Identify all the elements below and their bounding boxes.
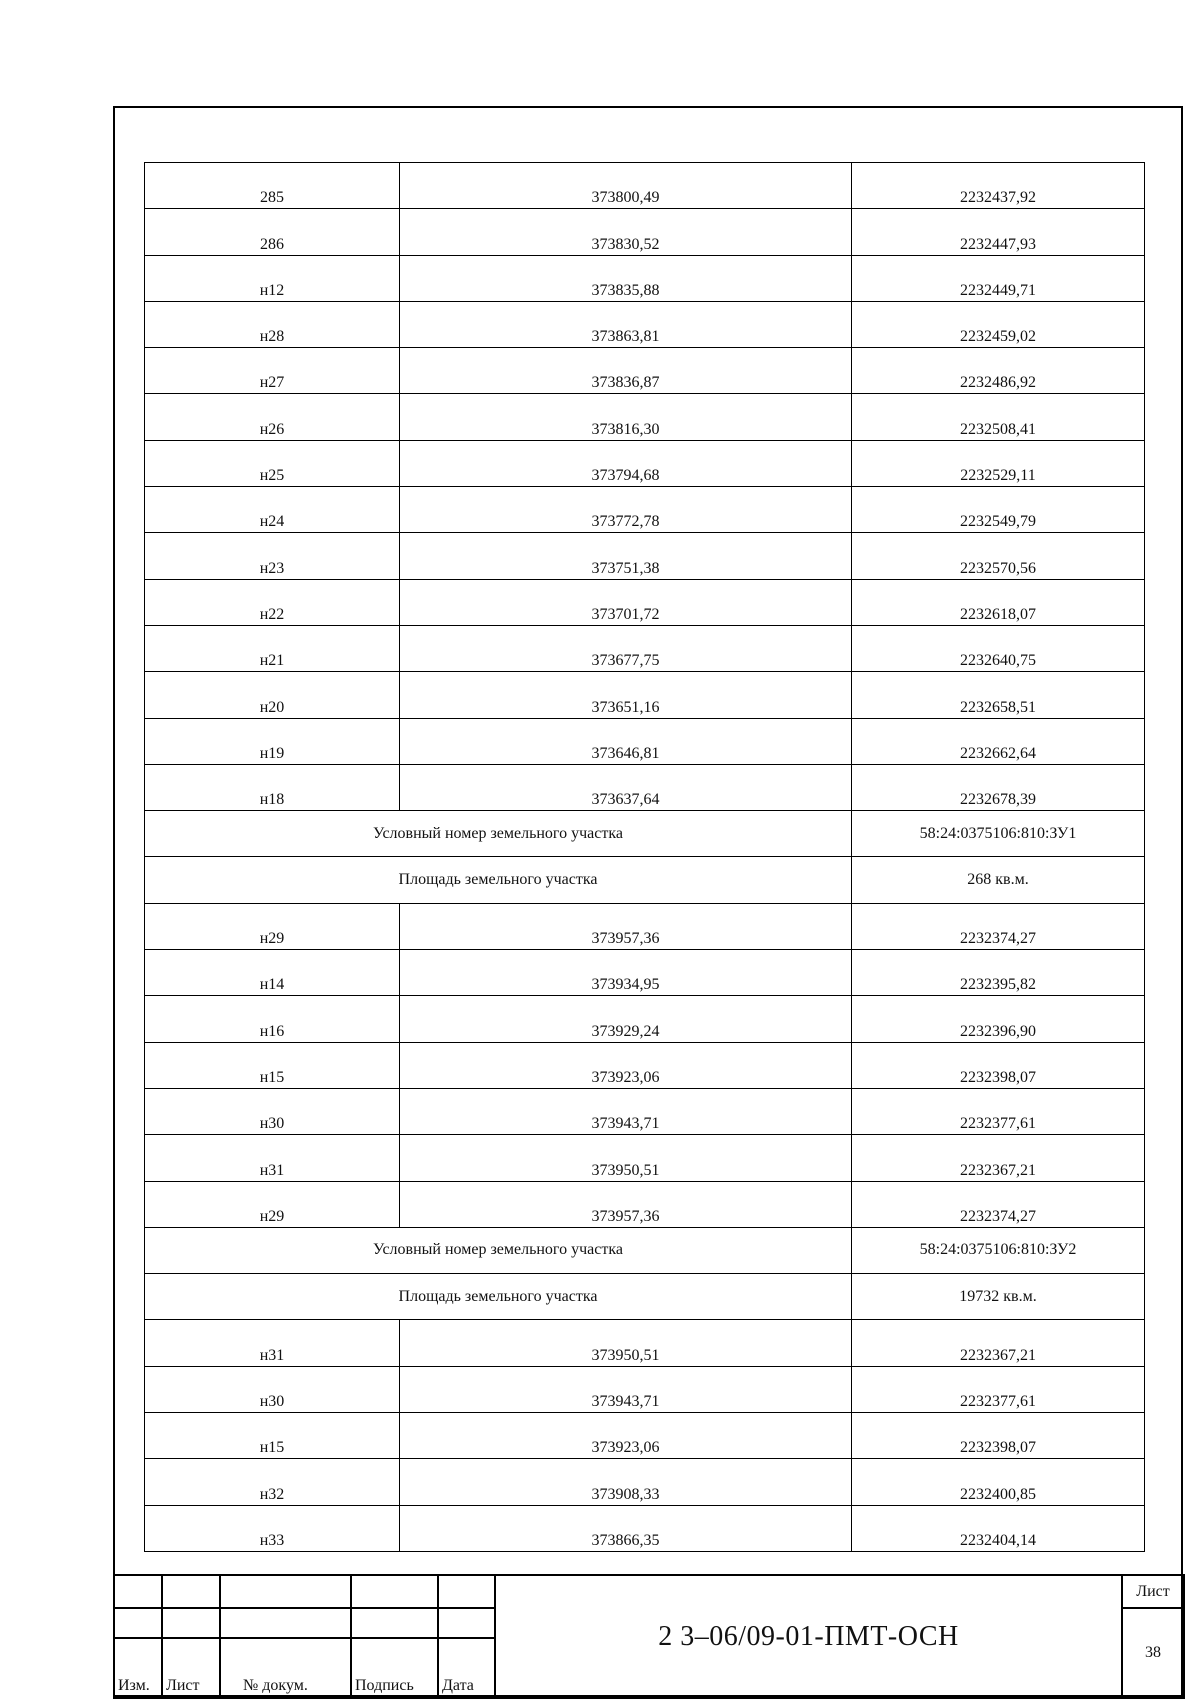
table-row [145,301,1145,347]
parcel-info-label: Площадь земельного участка [145,1274,852,1320]
table-row [145,209,1145,255]
y-coordinate-cell: 2232459,02 [852,301,1145,347]
x-coordinate-cell: 373835,88 [400,255,852,301]
y-coordinate-cell: 2232658,51 [852,672,1145,718]
point-name-cell: н31 [145,1135,400,1181]
stamp-label-sheet: Лист [162,1638,220,1698]
point-name-cell: н31 [145,1320,400,1366]
parcel-info-value: 19732 кв.м. [852,1274,1145,1320]
table-row [145,672,1145,718]
point-name-cell: н26 [145,394,400,440]
y-coordinate-cell: 2232678,39 [852,764,1145,810]
stamp-cell [114,1608,162,1638]
point-name-cell: н21 [145,625,400,671]
x-coordinate-cell: 373816,30 [400,394,852,440]
point-name-cell: н30 [145,1088,400,1134]
point-name-cell: н19 [145,718,400,764]
x-coordinate-cell: 373923,06 [400,1042,852,1088]
title-block [113,1574,1185,1699]
y-coordinate-cell: 2232398,07 [852,1413,1145,1459]
y-coordinate-cell: 2232367,21 [852,1135,1145,1181]
stamp-cell [351,1608,438,1638]
x-coordinate-cell: 373637,64 [400,764,852,810]
y-coordinate-cell: 2232404,14 [852,1505,1145,1551]
y-coordinate-cell: 2232437,92 [852,163,1145,209]
table-row [145,1088,1145,1134]
x-coordinate-cell: 373830,52 [400,209,852,255]
point-name-cell: н20 [145,672,400,718]
stamp-cell [438,1575,495,1608]
stamp-cell [162,1575,220,1608]
point-name-cell: 285 [145,163,400,209]
x-coordinate-cell: 373957,36 [400,1181,852,1227]
y-coordinate-cell: 2232570,56 [852,533,1145,579]
table-row [145,764,1145,810]
point-name-cell: н16 [145,996,400,1042]
x-coordinate-cell: 373751,38 [400,533,852,579]
point-name-cell: н22 [145,579,400,625]
x-coordinate-cell: 373836,87 [400,348,852,394]
y-coordinate-cell: 2232374,27 [852,1181,1145,1227]
table-row [145,1413,1145,1459]
stamp-label-document-number: № докум. [220,1638,351,1698]
stamp-cell [162,1608,220,1638]
point-name-cell: н18 [145,764,400,810]
point-name-cell: н32 [145,1459,400,1505]
point-name-cell: н29 [145,1181,400,1227]
point-name-cell: н25 [145,440,400,486]
x-coordinate-cell: 373772,78 [400,487,852,533]
point-name-cell: н12 [145,255,400,301]
x-coordinate-cell: 373943,71 [400,1088,852,1134]
sheet-number: 38 [1122,1608,1184,1698]
point-name-cell: н15 [145,1413,400,1459]
stamp-cell [351,1575,438,1608]
table-row [145,440,1145,486]
x-coordinate-cell: 373908,33 [400,1459,852,1505]
y-coordinate-cell: 2232395,82 [852,950,1145,996]
y-coordinate-cell: 2232529,11 [852,440,1145,486]
x-coordinate-cell: 373646,81 [400,718,852,764]
parcel-info-row [145,1227,1145,1273]
parcel-info-label: Площадь земельного участка [145,857,852,903]
x-coordinate-cell: 373800,49 [400,163,852,209]
point-name-cell: н15 [145,1042,400,1088]
x-coordinate-cell: 373677,75 [400,625,852,671]
y-coordinate-cell: 2232549,79 [852,487,1145,533]
table-row [145,394,1145,440]
y-coordinate-cell: 2232508,41 [852,394,1145,440]
point-name-cell: н33 [145,1505,400,1551]
sheet-label: Лист [1122,1575,1184,1608]
parcel-info-value: 268 кв.м. [852,857,1145,903]
table-row [145,1320,1145,1366]
stamp-cell [438,1608,495,1638]
y-coordinate-cell: 2232447,93 [852,209,1145,255]
x-coordinate-cell: 373929,24 [400,996,852,1042]
x-coordinate-cell: 373863,81 [400,301,852,347]
coordinates-table [144,162,1145,1552]
y-coordinate-cell: 2232640,75 [852,625,1145,671]
point-name-cell: н24 [145,487,400,533]
x-coordinate-cell: 373950,51 [400,1135,852,1181]
stamp-label-date: Дата [438,1638,495,1698]
point-name-cell: н23 [145,533,400,579]
table-row [145,625,1145,671]
point-name-cell: н27 [145,348,400,394]
point-name-cell: н30 [145,1366,400,1412]
point-name-cell: 286 [145,209,400,255]
point-name-cell: н14 [145,950,400,996]
y-coordinate-cell: 2232396,90 [852,996,1145,1042]
y-coordinate-cell: 2232374,27 [852,903,1145,949]
x-coordinate-cell: 373866,35 [400,1505,852,1551]
table-row [145,718,1145,764]
y-coordinate-cell: 2232486,92 [852,348,1145,394]
table-row [145,579,1145,625]
stamp-cell [114,1575,162,1608]
parcel-info-row [145,1274,1145,1320]
y-coordinate-cell: 2232662,64 [852,718,1145,764]
point-name-cell: н28 [145,301,400,347]
y-coordinate-cell: 2232398,07 [852,1042,1145,1088]
table-row [145,1135,1145,1181]
table-row [145,1042,1145,1088]
table-row [145,1181,1145,1227]
y-coordinate-cell: 2232377,61 [852,1366,1145,1412]
x-coordinate-cell: 373923,06 [400,1413,852,1459]
x-coordinate-cell: 373943,71 [400,1366,852,1412]
stamp-label-signature: Подпись [351,1638,438,1698]
y-coordinate-cell: 2232367,21 [852,1320,1145,1366]
x-coordinate-cell: 373651,16 [400,672,852,718]
stamp-cell [220,1608,351,1638]
stamp-label-change: Изм. [114,1638,162,1698]
x-coordinate-cell: 373701,72 [400,579,852,625]
table-row [145,163,1145,209]
document-code: 2 3–06/09-01-ПМТ-ОСН [495,1575,1122,1698]
parcel-info-label: Условный номер земельного участка [145,811,852,857]
table-row [145,1505,1145,1551]
parcel-info-value: 58:24:0375106:810:ЗУ2 [852,1227,1145,1273]
table-row [145,950,1145,996]
table-row [145,533,1145,579]
x-coordinate-cell: 373794,68 [400,440,852,486]
parcel-info-value: 58:24:0375106:810:ЗУ1 [852,811,1145,857]
table-row [145,903,1145,949]
parcel-info-label: Условный номер земельного участка [145,1227,852,1273]
y-coordinate-cell: 2232449,71 [852,255,1145,301]
x-coordinate-cell: 373934,95 [400,950,852,996]
y-coordinate-cell: 2232400,85 [852,1459,1145,1505]
table-row [145,487,1145,533]
stamp-cell [220,1575,351,1608]
x-coordinate-cell: 373950,51 [400,1320,852,1366]
point-name-cell: н29 [145,903,400,949]
parcel-info-row [145,811,1145,857]
coordinates-table-body [145,163,1145,1552]
x-coordinate-cell: 373957,36 [400,903,852,949]
y-coordinate-cell: 2232618,07 [852,579,1145,625]
table-row [145,996,1145,1042]
table-row [145,1366,1145,1412]
y-coordinate-cell: 2232377,61 [852,1088,1145,1134]
table-row [145,348,1145,394]
table-row [145,1459,1145,1505]
table-row [145,255,1145,301]
parcel-info-row [145,857,1145,903]
